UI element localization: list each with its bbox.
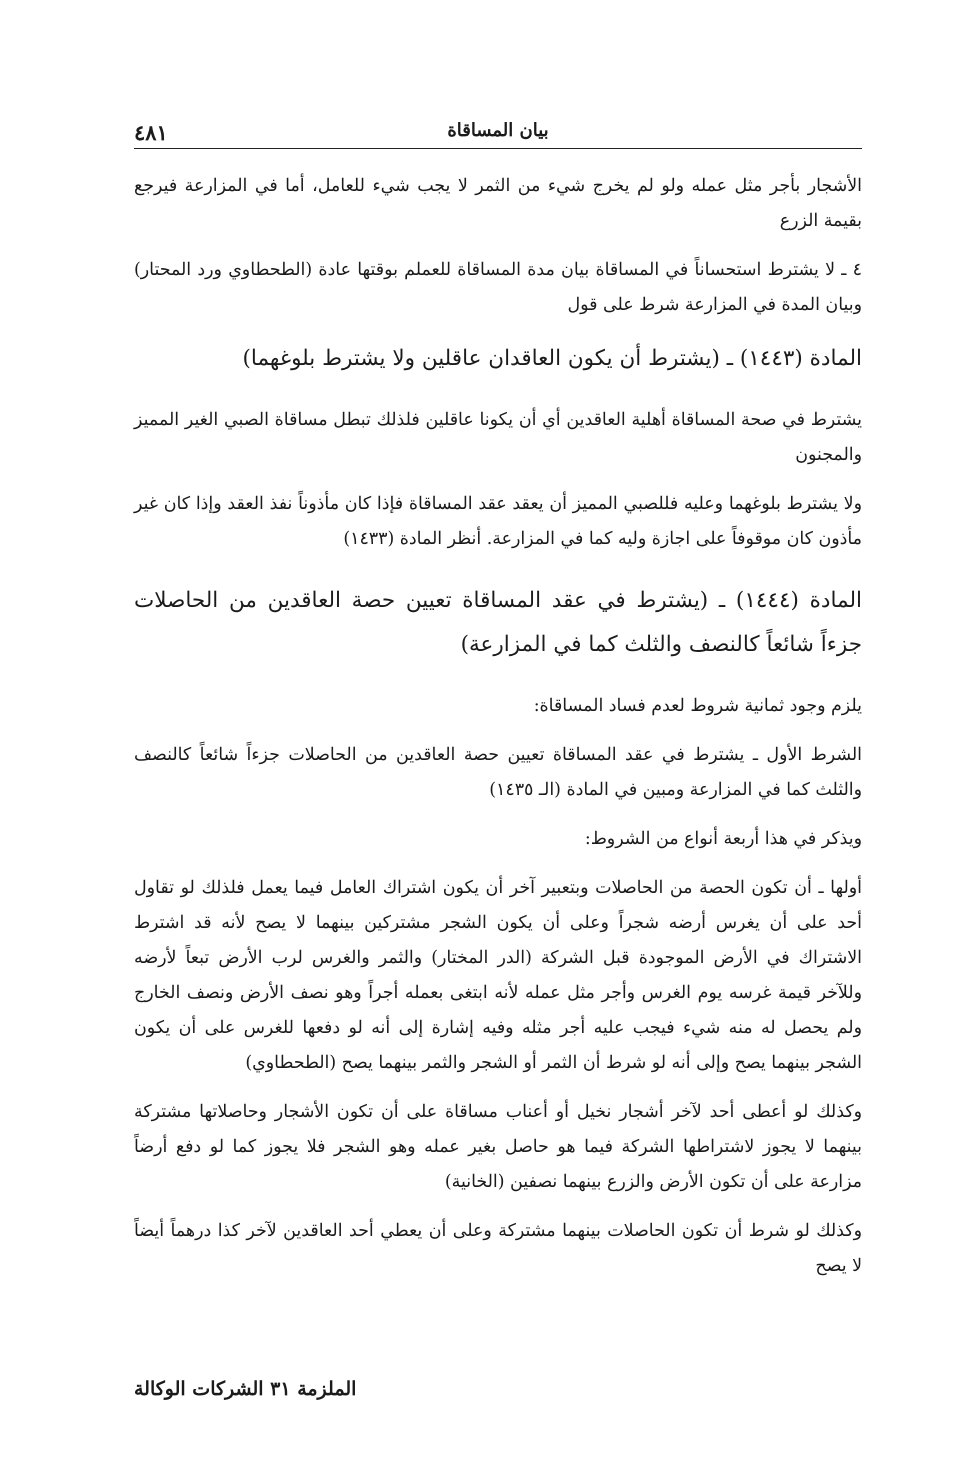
paragraph: وكذلك لو شرط أن تكون الحاصلات بينهما مشتركة وعلى أن يعطي أحد العاقدين لآخر كذا درهماً أيضاً لا يصح [134,1221,862,1276]
page [134,118,862,1298]
signature-mark: الملزمة ٣١ الشركات الوكالة [134,1378,357,1400]
paragraph: ولا يشترط بلوغهما وعليه فللصبي المميز أن يعقد عقد المساقاة فإذا كان مأذوناً نفذ العقد وإذا كان غير مأذون كان موقوفاً على اجازة وليه كما في المزارعة. أنظر المادة (١٤٣٣) [134,494,862,549]
paragraph: وكذلك لو أعطى أحد لآخر أشجار نخيل أو أعناب مساقاة على أن تكون الأشجار وحاصلاتها مشتركة بينهما لا يجوز لاشتراطها الشركة فيما هو حاصل بغير عمله وهو الشجر فلا يجوز كما لو دفع أرضاً مزارعة على أن تكون الأرض والزرع بينهما نصفين (الخانية) [134,1102,862,1192]
paragraph: أولها ـ أن تكون الحصة من الحاصلات وبتعبير آخر أن يكون اشتراك العامل فيما يعمل فلذلك لو تقاول أحد على أن يغرس أرضه شجراً وعلى أن يكون الشجر مشتركين بينهما لا يصح لأنه قد اشترط الاشتراك في الأرض الموجودة قبل الشركة (الدر المختار) والثمر والغرس لرب الأرض تبعاً لأرضه وللآخر قيمة غرسه يوم الغرس وأجر مثل عمله لأنه ابتغى بعمله أجراً وهو نصف الأرض ونصف الخارج ولم يحصل له منه شيء فيجب عليه أجر مثله وفيه إشارة إلى أنه لو دفعها للغرس على أن يكون الشجر بينهما يصح وإلى أنه لو شرط أن الثمر أو الشجر والثمر بينهما يصح (الطحطاوي) [134,878,862,1073]
page-body [134,169,862,1284]
paragraph: يشترط في صحة المساقاة أهلية العاقدين أي أن يكونا عاقلين فلذلك تبطل مساقاة الصبي الغير المميز والمجنون [134,410,862,465]
paragraph: يلزم وجود ثمانية شروط لعدم فساد المساقاة: [533,696,862,716]
paragraph: ويذكر في هذا أربعة أنواع من الشروط: [584,829,862,849]
article-heading: المادة (١٤٤٣) ـ (يشترط أن يكون العاقدان عاقلين ولا يشترط بلوغهما) [242,346,862,371]
paragraph: الشرط الأول ـ يشترط في عقد المساقاة تعيين حصة العاقدين من الحاصلات جزءاً شائعاً كالنصف والثلث كما في المزارعة ومبين في المادة (الـ ١٤٣٥) [134,745,862,800]
running-title: بيان المساقاة [447,120,549,141]
running-header [134,118,862,149]
page-number: ٤٨١ [134,120,168,145]
paragraph: ٤ ـ لا يشترط استحساناً في المساقاة بيان مدة المساقاة للعملم بوقتها عادة (الطحطاوي ورد المحتار) وبيان المدة في المزارعة شرط على قول [134,260,862,315]
paragraph: الأشجار بأجر مثل عمله ولو لم يخرج شيء من الثمر لا يجب شيء للعامل، أما في المزارعة فيرجع بقيمة الزرع [134,176,862,231]
article-heading: المادة (١٤٤٤) ـ (يشترط في عقد المساقاة تعيين حصة العاقدين من الحاصلات جزءاً شائعاً كالنصف والثلث كما في المزارعة) [134,588,862,657]
